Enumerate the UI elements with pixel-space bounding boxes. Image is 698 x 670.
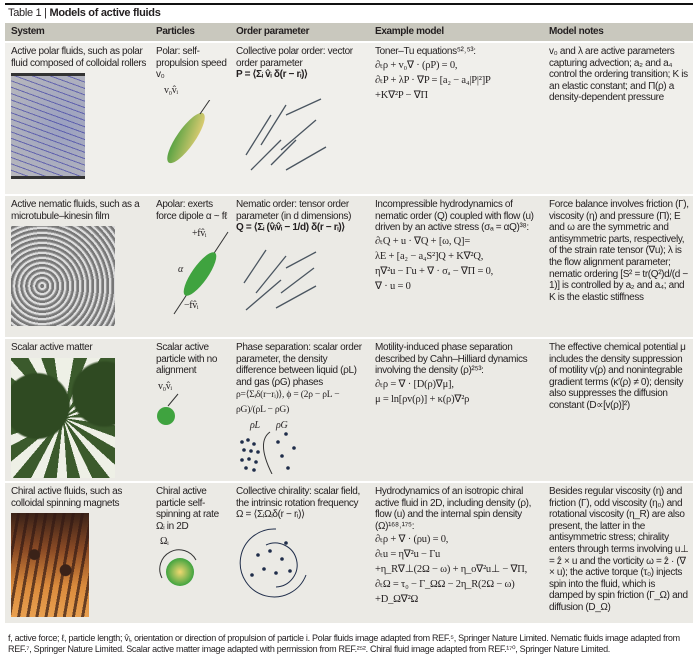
- minus-force-label: −fv̂ᵢ: [184, 300, 199, 312]
- particles-text: Polar: self-propulsion speed v₀: [156, 46, 227, 81]
- notes-text: v₀ and λ are active parameters capturing advection; a₂ and a₄ control the ordering transition; K is an elastic constant; and Π(ρ) a density-dependent pressure: [549, 46, 688, 104]
- velocity-label: v₀v̂ᵢ: [164, 84, 178, 96]
- order-formula: ρ=⟨Σᵢδ(r−rᵢ)⟩, ϕ = (2ρ − ρL − ρG)/(ρL − ρG): [236, 390, 340, 416]
- polar-order-arrows: [236, 85, 336, 175]
- equation-5: +D_Ω∇²Ω: [375, 594, 419, 606]
- plus-force-label: +fv̂ᵢ: [192, 228, 207, 240]
- system-text: Chiral active fluids, such as colloidal spinning magnets: [11, 486, 123, 509]
- alpha-label: α: [178, 264, 183, 276]
- notes-text: The effective chemical potential μ includes the density suppression of motility v(ρ) and nonintegrable gradient terms (κ′(ρ) ≠ 0); density also suppresses the diffusion constant (D∝[v(ρ)]²): [549, 342, 686, 411]
- rho-liquid-label: ρL: [250, 420, 260, 432]
- table-header: [5, 23, 693, 41]
- system-text: Scalar active matter: [11, 342, 93, 353]
- header-order: Order parameter: [236, 26, 310, 38]
- order-text: Nematic order: tensor order parameter (in d dimensions): [236, 199, 352, 222]
- particles-text: Chiral active particle self-spinning at rate Ωᵢ in 2D: [156, 486, 219, 532]
- polar-fluid-image: [11, 73, 85, 179]
- velocity-label: v₀v̂ᵢ: [158, 380, 172, 392]
- scalar-particle-icon: [156, 392, 196, 428]
- equation-1: ∂ₜQ + u · ∇Q + [ω, Q]=: [375, 235, 471, 247]
- header-model: Example model: [375, 26, 444, 38]
- equation-2: ∂ₜP + λP · ∇P = [a₂ − a₄|P|²]P: [375, 74, 491, 86]
- header-system: System: [11, 26, 45, 38]
- table-row-scalar: [5, 337, 693, 481]
- particles-text: Apolar: exerts force dipole α ~ fℓ: [156, 199, 228, 222]
- nematic-order-lines: [236, 238, 336, 313]
- model-text: Motility-induced phase separation described by Cahn–Hilliard dynamics involving the density (ρ)²⁵³:: [375, 342, 528, 377]
- equation-2: λE + [a₂ − a₄S²]Q + K∇²Q,: [375, 250, 484, 262]
- rotation-label: Ωᵢ: [160, 536, 169, 548]
- model-text: Hydrodynamics of an isotropic chiral active fluid in 2D, including density (ρ), flow (u) and the internal spin density (Ω)¹⁶⁸˒¹⁷⁵:: [375, 486, 532, 532]
- table-row-polar: [5, 41, 693, 194]
- order-text: Collective polar order: vector order parameter: [236, 46, 353, 69]
- model-text: Incompressible hydrodynamics of nematic order (Q) coupled with flow (u) driven by an active stress (σₐ = αQ)³⁸:: [375, 199, 534, 234]
- notes-text: Besides regular viscosity (η) and friction (Γ), odd viscosity (η₀) and rotational viscosity (η_R) are also present, the latter in the antisymmetric stress; chirality enters through terms involving u⊥ = ẑ × u and the vorticity ω = ẑ · (∇ × u); the active torque (τ₀) injects spin into the fluid, which is damped by spin friction (Γ_Ω) and diffusion (D_Ω): [549, 486, 689, 613]
- order-formula: P = ⟨Σᵢ v̂ᵢ δ(r − rᵢ)⟩: [236, 69, 308, 81]
- equation-2: μ = ln[ρv(ρ)] + κ(ρ)∇²ρ: [375, 393, 470, 405]
- equation-1: ∂ₜρ + ∇ · (ρu) = 0,: [375, 534, 449, 546]
- order-text: Phase separation: scalar order parameter, the density difference between liquid (ρL) and gas (ρG) phases: [236, 342, 362, 388]
- equation-4: ∇ · u = 0: [375, 280, 411, 292]
- model-text: Toner–Tu equations⁵²˒⁵³:: [375, 46, 476, 57]
- chiral-fluid-image: [11, 513, 89, 617]
- header-particles: Particles: [156, 26, 195, 38]
- scalar-matter-image: [11, 358, 115, 478]
- phase-separation-diagram: [236, 418, 367, 474]
- equation-1: ∂ₜρ + v₀∇ · (ρP) = 0,: [375, 59, 458, 71]
- apolar-particle-icon: [156, 222, 228, 318]
- nematic-fluid-image: [11, 226, 115, 326]
- chiral-particle-icon: [156, 548, 206, 592]
- header-notes: Model notes: [549, 26, 604, 38]
- table-footnote: f, active force; ℓ, particle length; v̂ᵢ, orientation or direction of propulsion of particle i. Polar fluids image adapted from REF.⁵, Springer Nature Limited. Nematic fluids image adapted from REF.⁷, Springer Nature Limited. Scalar active matter image adapted with permission from REF.²⁵². Chiral fluid image adapted from REF.¹⁷⁰, Springer Nature Limited.: [8, 633, 680, 654]
- order-text: Collective chirality: scalar field, the intrinsic rotation frequency Ω = ⟨ΣᵢΩᵢδ(r − rᵢ)⟩: [236, 486, 360, 521]
- system-text: Active nematic fluids, such as a microtubule–kinesin film: [11, 199, 140, 222]
- polar-particle-icon: [156, 100, 226, 170]
- notes-text: Force balance involves friction (Γ), viscosity (η) and pressure (Π); E and ω are the symmetric and antisymmetric parts, respectively, of the strain rate tensor (∇u); λ is the flow alignment parameter; nematic ordering [S² = tr(Q²)d/(d − 1)] is controlled by a₂ and a₄; and K is the elastic stiffness: [549, 199, 689, 303]
- system-text: Active polar fluids, such as polar fluid composed of colloidal rollers: [11, 46, 147, 69]
- chirality-swirl-diagram: [236, 525, 316, 601]
- particles-text: Scalar active particle with no alignment: [156, 342, 218, 377]
- rho-gas-label: ρG: [276, 420, 288, 432]
- equation-3: +K∇²P − ∇Π: [375, 89, 428, 101]
- equation-1: ∂ₜρ = ∇ · [D(ρ)∇μ],: [375, 378, 454, 390]
- table-title-text: Models of active fluids: [49, 7, 161, 19]
- equation-4: ∂ₜΩ = τ₀ − Γ_ΩΩ − 2η_R(2Ω − ω): [375, 579, 515, 591]
- table-row-nematic: [5, 194, 693, 337]
- table-row-chiral: [5, 481, 693, 623]
- equation-3: η∇²u − Γu + ∇ · σₐ − ∇Π = 0,: [375, 265, 494, 277]
- top-rule: [5, 3, 693, 5]
- order-formula: Q = ⟨Σᵢ (v̂ᵢv̂ᵢ − 1/d) δ(r − rᵢ)⟩: [236, 222, 345, 234]
- models-table: [5, 23, 693, 623]
- equation-2: ∂ₜu = η∇²u − Γu: [375, 549, 441, 561]
- equation-3: +η_R∇⊥(2Ω − ω) + η_o∇²u⊥ − ∇Π,: [375, 564, 528, 576]
- table-title: Table 1 | Models of active fluids: [8, 7, 161, 19]
- table-label: Table 1: [8, 7, 42, 19]
